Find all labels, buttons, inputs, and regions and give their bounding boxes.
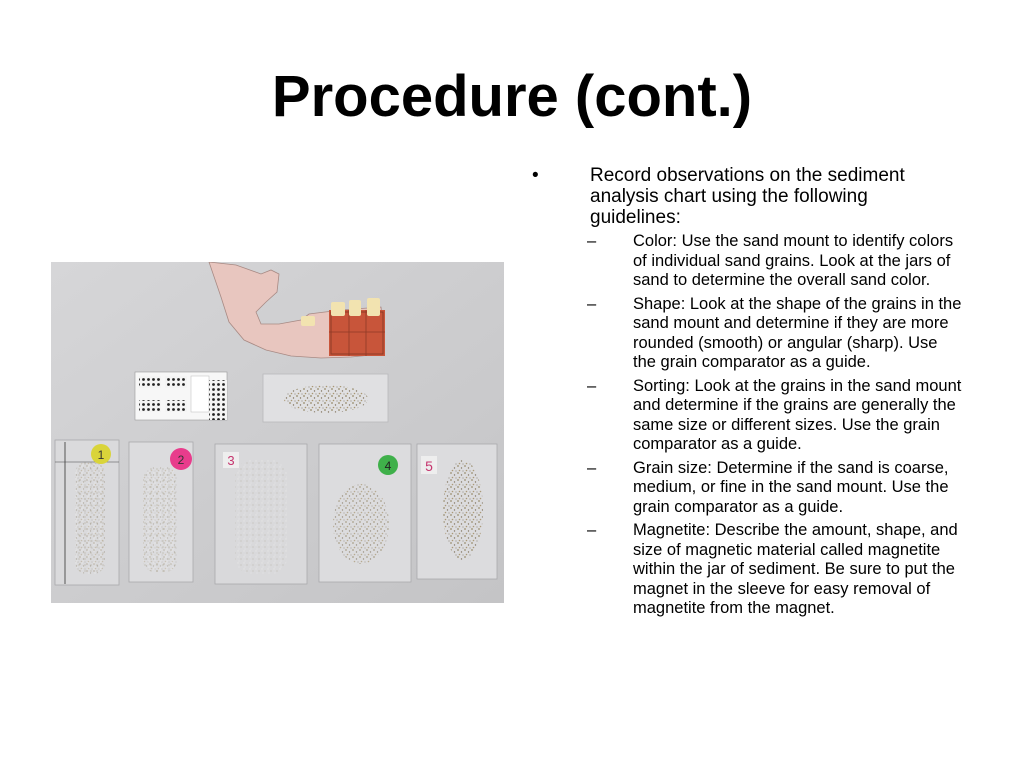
sub-item-color bbox=[520, 232, 970, 291]
sub-item-text: Color: Use the sand mount to identify colors of individual sand grains. Look at the jars of sand to determine the overall sand color. bbox=[633, 232, 954, 289]
sample-label-1: 1 bbox=[97, 448, 105, 462]
sub-item-grain-size bbox=[520, 459, 970, 518]
sub-marker: – bbox=[587, 232, 597, 250]
sub-item-text: Sorting: Look at the grains in the sand mount and determine if the grains are generally the same size or different sizes. Use the grain comparator as a guide. bbox=[633, 376, 962, 453]
procedure-text bbox=[520, 165, 970, 623]
sub-item-sorting bbox=[520, 377, 970, 455]
sediment-samples-photo bbox=[51, 262, 504, 603]
sub-item-text: Grain size: Determine if the sand is coarse, medium, or fine in the sand mount. Use the grain comparator as a guide. bbox=[633, 458, 949, 516]
sub-marker: – bbox=[587, 294, 597, 313]
sample-label-2: 2 bbox=[177, 453, 185, 467]
main-bullet bbox=[520, 165, 970, 228]
sub-marker: – bbox=[587, 458, 597, 477]
main-bullet-text: Record observations on the sediment analysis chart using the following guidelines: bbox=[590, 165, 905, 228]
sample-label-4: 4 bbox=[384, 459, 392, 473]
sub-marker: – bbox=[587, 521, 597, 539]
sample-label-3: 3 bbox=[227, 453, 235, 468]
sub-item-text: Magnetite: Describe the amount, shape, and size of magnetic material called magnetite within the jar of sediment. Be sure to put the magnet in the sleeve for easy removal of magnetite from the magnet. bbox=[633, 521, 958, 617]
sub-item-text: Shape: Look at the shape of the grains in the sand mount and determine if they are more rounded (smooth) or angular (sharp). Use the grain comparator as a guide. bbox=[633, 294, 962, 371]
sub-item-magnetite bbox=[520, 521, 970, 619]
sample-label-5: 5 bbox=[425, 458, 433, 474]
sub-marker: – bbox=[587, 376, 597, 395]
bullet-marker: • bbox=[532, 165, 539, 186]
slide-title: Procedure (cont.) bbox=[271, 64, 753, 129]
sub-item-shape bbox=[520, 295, 970, 373]
